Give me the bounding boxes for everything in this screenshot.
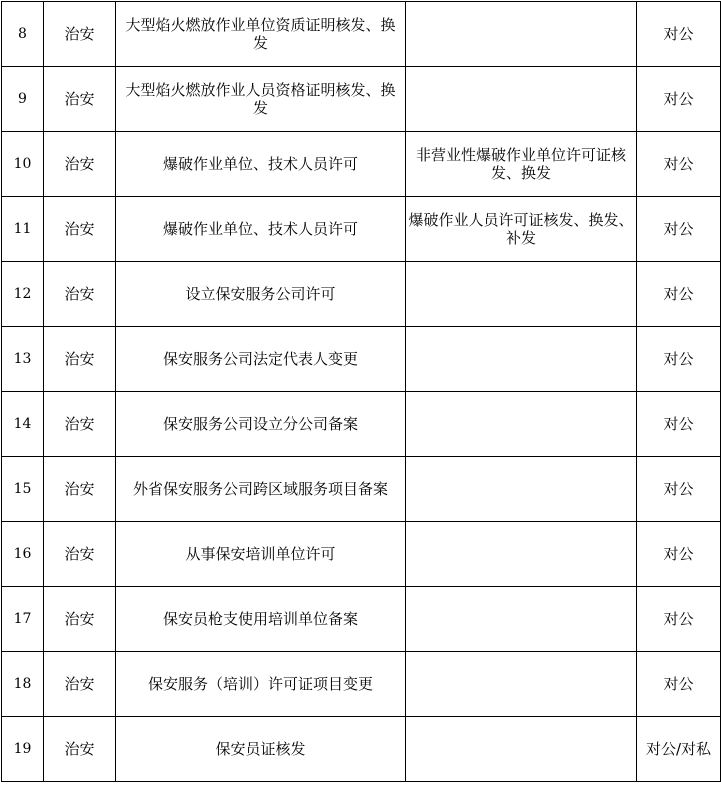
table-row bbox=[2, 457, 721, 522]
row-number-cell: 16 bbox=[2, 522, 44, 587]
row-number-cell: 11 bbox=[2, 197, 44, 262]
service-target-cell: 对公 bbox=[637, 2, 721, 67]
item-name-cell: 保安服务（培训）许可证项目变更 bbox=[116, 652, 406, 717]
table-row bbox=[2, 132, 721, 197]
service-target-cell: 对公/对私 bbox=[637, 717, 721, 782]
sub-item-cell bbox=[406, 392, 637, 457]
item-name-cell: 爆破作业单位、技术人员许可 bbox=[116, 197, 406, 262]
category-cell: 治安 bbox=[44, 392, 116, 457]
category-cell: 治安 bbox=[44, 457, 116, 522]
table-row bbox=[2, 717, 721, 782]
item-name-cell: 从事保安培训单位许可 bbox=[116, 522, 406, 587]
sub-item-cell bbox=[406, 522, 637, 587]
sub-item-cell bbox=[406, 717, 637, 782]
service-target-cell: 对公 bbox=[637, 392, 721, 457]
service-target-cell: 对公 bbox=[637, 327, 721, 392]
table-body bbox=[2, 2, 721, 782]
sub-item-cell: 爆破作业人员许可证核发、换发、补发 bbox=[406, 197, 637, 262]
category-cell: 治安 bbox=[44, 132, 116, 197]
item-name-cell: 外省保安服务公司跨区域服务项目备案 bbox=[116, 457, 406, 522]
sub-item-cell bbox=[406, 587, 637, 652]
item-name-cell: 保安服务公司设立分公司备案 bbox=[116, 392, 406, 457]
table-row bbox=[2, 327, 721, 392]
item-name-cell: 大型焰火燃放作业单位资质证明核发、换发 bbox=[116, 2, 406, 67]
category-cell: 治安 bbox=[44, 587, 116, 652]
item-name-cell: 设立保安服务公司许可 bbox=[116, 262, 406, 327]
sub-item-cell: 非营业性爆破作业单位许可证核发、换发 bbox=[406, 132, 637, 197]
service-target-cell: 对公 bbox=[637, 67, 721, 132]
row-number-cell: 14 bbox=[2, 392, 44, 457]
row-number-cell: 19 bbox=[2, 717, 44, 782]
service-target-cell: 对公 bbox=[637, 132, 721, 197]
service-target-cell: 对公 bbox=[637, 197, 721, 262]
table-row bbox=[2, 522, 721, 587]
row-number-cell: 8 bbox=[2, 2, 44, 67]
item-name-cell: 大型焰火燃放作业人员资格证明核发、换发 bbox=[116, 67, 406, 132]
category-cell: 治安 bbox=[44, 197, 116, 262]
row-number-cell: 12 bbox=[2, 262, 44, 327]
category-cell: 治安 bbox=[44, 2, 116, 67]
row-number-cell: 9 bbox=[2, 67, 44, 132]
table-row bbox=[2, 392, 721, 457]
service-target-cell: 对公 bbox=[637, 457, 721, 522]
category-cell: 治安 bbox=[44, 262, 116, 327]
item-name-cell: 保安员证核发 bbox=[116, 717, 406, 782]
sub-item-cell bbox=[406, 67, 637, 132]
category-cell: 治安 bbox=[44, 327, 116, 392]
sub-item-cell bbox=[406, 457, 637, 522]
row-number-cell: 17 bbox=[2, 587, 44, 652]
sub-item-cell bbox=[406, 327, 637, 392]
table-row bbox=[2, 67, 721, 132]
table-row bbox=[2, 262, 721, 327]
item-name-cell: 爆破作业单位、技术人员许可 bbox=[116, 132, 406, 197]
table-row bbox=[2, 587, 721, 652]
category-cell: 治安 bbox=[44, 522, 116, 587]
row-number-cell: 13 bbox=[2, 327, 44, 392]
service-target-cell: 对公 bbox=[637, 262, 721, 327]
service-target-cell: 对公 bbox=[637, 522, 721, 587]
sub-item-cell bbox=[406, 652, 637, 717]
category-cell: 治安 bbox=[44, 717, 116, 782]
item-name-cell: 保安服务公司法定代表人变更 bbox=[116, 327, 406, 392]
service-target-cell: 对公 bbox=[637, 652, 721, 717]
row-number-cell: 15 bbox=[2, 457, 44, 522]
category-cell: 治安 bbox=[44, 67, 116, 132]
row-number-cell: 10 bbox=[2, 132, 44, 197]
sub-item-cell bbox=[406, 2, 637, 67]
category-cell: 治安 bbox=[44, 652, 116, 717]
service-items-table bbox=[1, 1, 721, 782]
sub-item-cell bbox=[406, 262, 637, 327]
table-row bbox=[2, 652, 721, 717]
item-name-cell: 保安员枪支使用培训单位备案 bbox=[116, 587, 406, 652]
table-row bbox=[2, 197, 721, 262]
service-target-cell: 对公 bbox=[637, 587, 721, 652]
row-number-cell: 18 bbox=[2, 652, 44, 717]
table-row bbox=[2, 2, 721, 67]
